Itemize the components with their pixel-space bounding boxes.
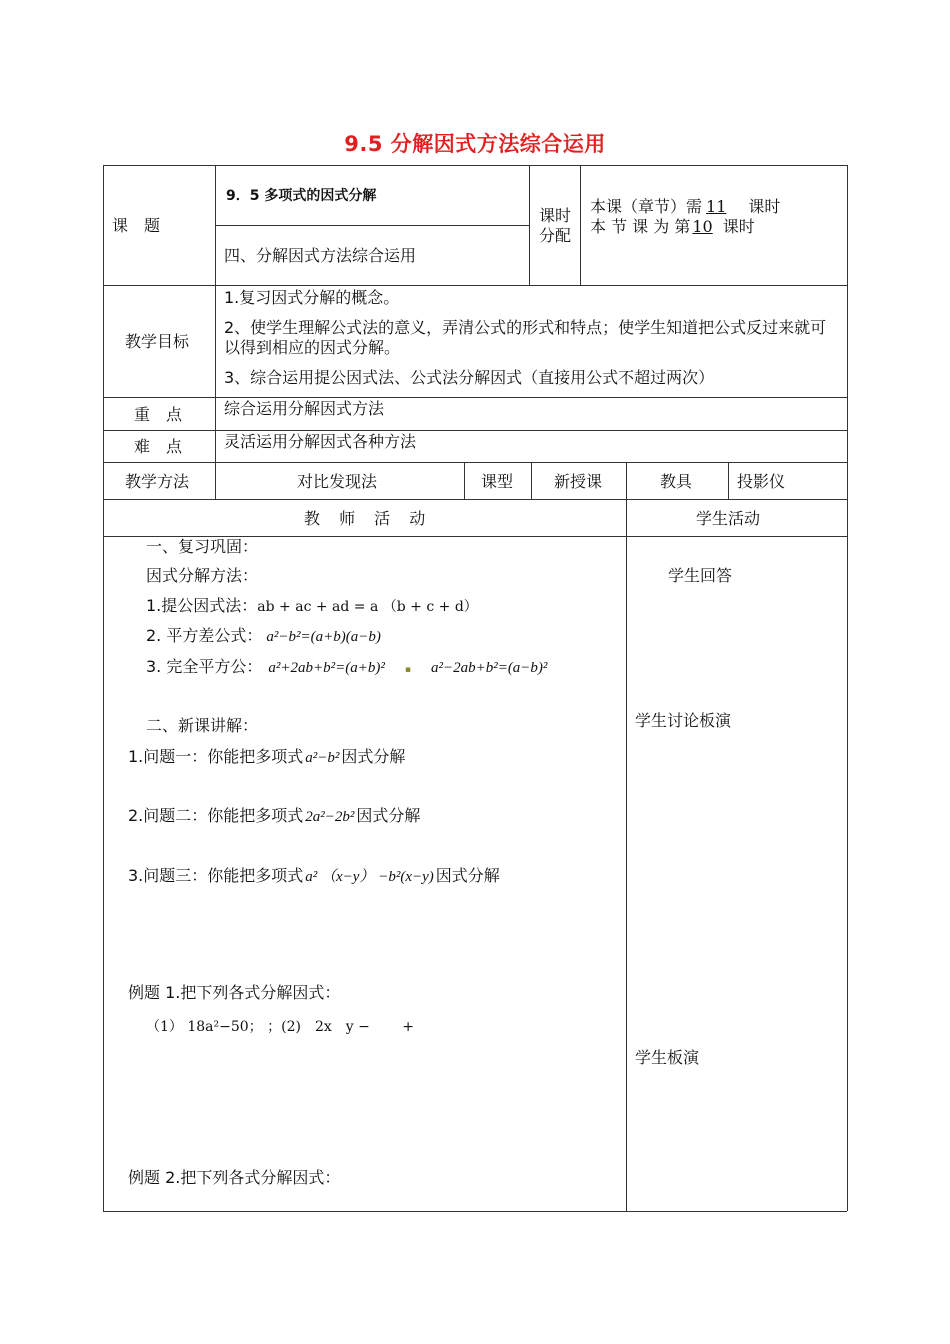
example-2-heading: 例题 2.把下列各式分解因式： <box>128 1168 341 1187</box>
teacher-activity-header: 教 师 活 动 <box>304 509 426 528</box>
method-3-formula-b: a²−2ab+b²=(a−b)² <box>430 660 548 676</box>
question-1-suffix: 因式分解 <box>341 747 406 766</box>
schedule-line-1-post: 课时 <box>748 197 781 216</box>
question-2-text: 2.问题二：你能把多项式 <box>128 806 304 825</box>
difficulty-value: 灵活运用分解因式各种方法 <box>224 432 417 451</box>
schedule-label-1: 课时 <box>539 206 572 225</box>
question-3 <box>128 866 500 887</box>
example-1-heading: 例题 1.把下列各式分解因式： <box>128 983 341 1002</box>
key-point-value: 综合运用分解因式方法 <box>224 399 385 418</box>
method-3 <box>146 657 547 680</box>
student-activity-header: 学生活动 <box>696 509 761 528</box>
method-1-formula: ab + ac + ad = a （b + c + d） <box>257 599 478 615</box>
method-3-formula-a: a²+2ab+b²=(a+b)² <box>268 660 385 676</box>
method-1 <box>146 596 478 617</box>
lesson-type-label: 课型 <box>481 472 514 491</box>
document-title: 9.5 分解因式方法综合运用 <box>344 132 606 156</box>
question-3-suffix: 因式分解 <box>435 866 500 885</box>
question-3-expr: a² （x−y） −b²(x−y) <box>305 869 434 885</box>
method-1-label: 1.提公因式法： <box>146 596 258 615</box>
question-3-text: 3.问题三：你能把多项式 <box>128 866 304 885</box>
key-point-label: 重 点 <box>134 405 183 424</box>
student-activity-3: 学生板演 <box>635 1048 700 1067</box>
total-periods: 11 <box>706 197 727 216</box>
paragraph-mark: ▪ <box>404 665 411 675</box>
question-2-expr: 2a²−2b² <box>305 809 355 825</box>
schedule-line-2-pre: 本 节 课 为 第 <box>590 217 691 236</box>
question-1-text: 1.问题一：你能把多项式 <box>128 747 304 766</box>
student-activity-1: 学生回答 <box>668 566 733 585</box>
question-1 <box>128 747 405 768</box>
teaching-aid-value: 投影仪 <box>737 472 786 491</box>
topic-sub: 四、分解因式方法综合运用 <box>224 246 417 265</box>
student-activity-2: 学生讨论板演 <box>635 711 732 730</box>
question-2-suffix: 因式分解 <box>356 806 421 825</box>
topic-main: 9．5 多项式的因式分解 <box>226 188 377 204</box>
difficulty-label: 难 点 <box>134 437 183 456</box>
schedule-line-2-post: 课时 <box>722 217 755 236</box>
objectives-label: 教学目标 <box>125 332 190 351</box>
review-heading: 一、复习巩固： <box>146 537 259 556</box>
schedule-line-1-pre: 本课（章节）需 <box>590 197 703 216</box>
teaching-aid-label: 教具 <box>660 472 693 491</box>
objective-1: 1.复习因式分解的概念。 <box>224 288 400 307</box>
schedule-label-2: 分配 <box>539 226 572 245</box>
new-lesson-heading: 二、新课讲解： <box>146 716 259 735</box>
method-label: 教学方法 <box>125 472 190 491</box>
method-2-formula: a²−b²=(a+b)(a−b) <box>266 629 381 645</box>
method-2 <box>146 626 381 647</box>
schedule-line-1 <box>590 197 780 217</box>
lesson-type-value: 新授课 <box>554 472 603 491</box>
question-2 <box>128 806 420 827</box>
question-1-expr: a²−b² <box>305 750 340 766</box>
schedule-line-2 <box>590 217 755 237</box>
example-1-items: （1） 18a²−50； ；(2) 2x y − + <box>146 1019 415 1035</box>
topic-label: 课 题 <box>112 216 161 235</box>
current-period: 10 <box>692 217 713 236</box>
method-3-label: 3. 完全平方公： <box>146 657 263 676</box>
method-value: 对比发现法 <box>297 472 378 491</box>
method-2-label: 2. 平方差公式： <box>146 626 263 645</box>
methods-heading: 因式分解方法： <box>146 566 259 585</box>
objective-3: 3、综合运用提公因式法、公式法分解因式（直接用公式不超过两次） <box>224 368 715 387</box>
objective-2: 2、使学生理解公式法的意义，弄清公式的形式和特点；使学生知道把公式反过来就可以得到相应的因式分解。 <box>224 318 827 357</box>
